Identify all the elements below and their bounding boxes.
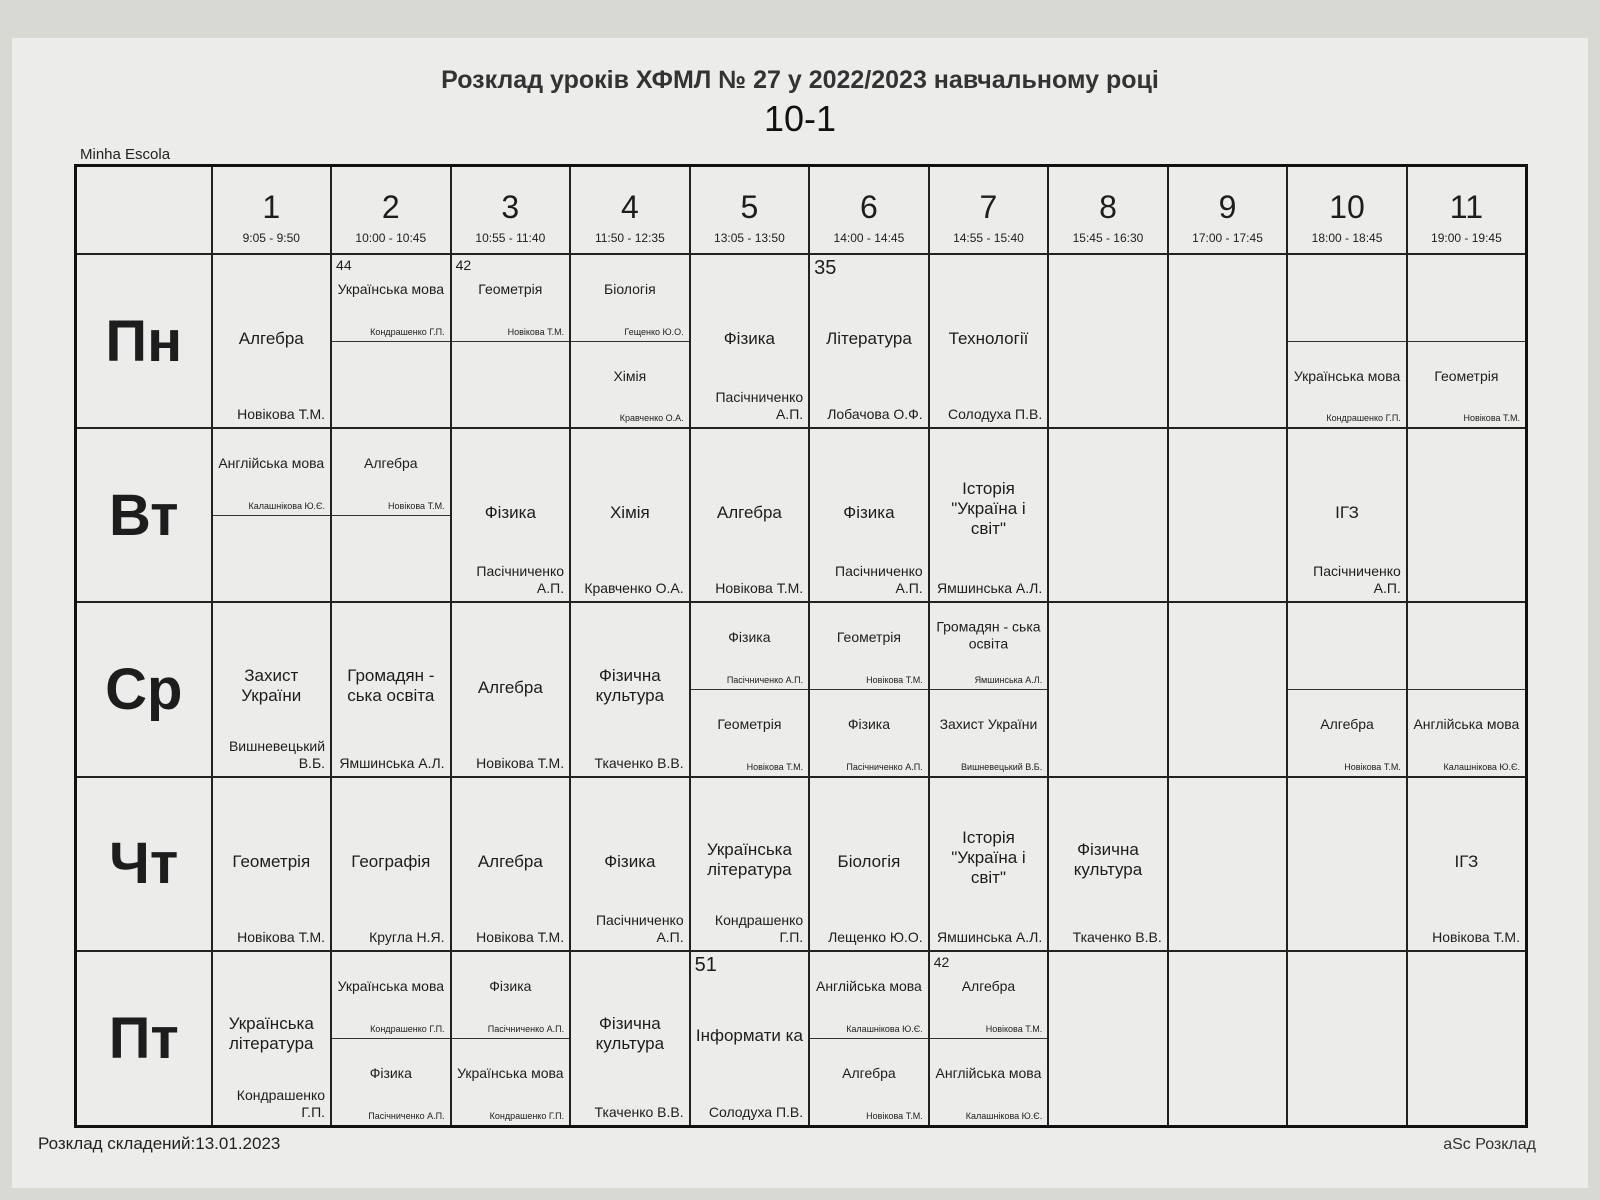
subject-name: Технології xyxy=(948,329,1029,349)
half-empty xyxy=(213,515,331,602)
half-lesson xyxy=(332,952,450,1038)
half-lesson xyxy=(930,603,1048,689)
period-time: 11:50 - 12:35 xyxy=(594,231,665,245)
lesson-cell xyxy=(570,602,690,776)
teacher-name: Кругла Н.Я. xyxy=(369,928,445,945)
split-lesson xyxy=(810,952,928,1125)
teacher-name: Солодуха П.В. xyxy=(947,406,1043,423)
full-lesson xyxy=(810,429,928,601)
subject-name: Історія "Україна і світ" xyxy=(951,827,1026,887)
period-header-2 xyxy=(331,166,451,255)
period-header-7 xyxy=(929,166,1049,255)
full-lesson xyxy=(213,255,331,427)
day-row xyxy=(76,428,1527,602)
period-number: 11 xyxy=(1449,189,1484,225)
subject-name: Захист України xyxy=(939,715,1038,732)
half-empty xyxy=(1408,603,1525,689)
half-lesson xyxy=(571,255,689,341)
subject-name: Українська мова xyxy=(457,1064,564,1081)
teacher-name: Ямшинська А.Л. xyxy=(936,928,1043,945)
full-lesson xyxy=(571,952,689,1125)
full-lesson xyxy=(691,952,809,1125)
half-lesson xyxy=(571,341,689,428)
period-time: 10:55 - 11:40 xyxy=(475,231,546,245)
subject-name: Алгебра xyxy=(364,454,418,471)
software-credit: aSc Розклад xyxy=(1443,1136,1536,1153)
teacher-name: Новікова Т.М. xyxy=(237,406,326,423)
teacher-name: Пасічниченко А.П. xyxy=(835,563,923,597)
lesson-cell xyxy=(331,777,451,951)
period-number: 4 xyxy=(620,189,639,225)
split-lesson xyxy=(930,603,1048,775)
subject-name: Українська література xyxy=(228,1014,314,1054)
lesson-cell xyxy=(331,602,451,776)
teacher-name: Кондрашенко Г.П. xyxy=(370,326,445,337)
subject-name: Фізика xyxy=(604,851,656,871)
room-number: 51 xyxy=(694,953,717,976)
teacher-name: Ткаченко В.В. xyxy=(594,754,684,771)
teacher-name: Пасічниченко А.П. xyxy=(1313,563,1401,597)
split-lesson xyxy=(1408,255,1525,427)
lesson-cell xyxy=(1287,602,1407,776)
full-lesson xyxy=(930,429,1048,601)
full-lesson xyxy=(1049,778,1167,950)
teacher-name: Калашнікова Ю.Є. xyxy=(846,1023,923,1034)
empty-cell xyxy=(1287,777,1407,951)
half-lesson xyxy=(452,952,570,1038)
day-label: Вт xyxy=(76,428,212,602)
subject-name: Українська мова xyxy=(1293,367,1401,384)
teacher-name: Ямшинська А.Л. xyxy=(339,754,445,771)
period-time: 19:00 - 19:45 xyxy=(1431,231,1502,245)
full-lesson xyxy=(691,778,809,950)
half-lesson xyxy=(930,689,1048,776)
full-lesson xyxy=(452,778,570,950)
period-number: 7 xyxy=(979,189,998,225)
period-number: 2 xyxy=(381,189,400,225)
teacher-name: Лобачова О.Ф. xyxy=(827,406,923,423)
split-lesson xyxy=(452,255,570,427)
teacher-name: Вишневецький В.Б. xyxy=(961,761,1043,772)
half-empty xyxy=(1408,255,1525,341)
empty-cell xyxy=(1168,777,1288,951)
day-row xyxy=(76,951,1527,1127)
lesson-cell xyxy=(570,951,690,1127)
full-lesson xyxy=(452,603,570,775)
period-time: 18:00 - 18:45 xyxy=(1311,231,1383,245)
period-time: 14:00 - 14:45 xyxy=(833,231,905,245)
teacher-name: Пасічниченко А.П. xyxy=(715,389,804,423)
lesson-cell xyxy=(451,951,571,1127)
teacher-name: Новікова Т.М. xyxy=(866,1111,923,1121)
half-lesson xyxy=(1408,341,1525,428)
period-number: 10 xyxy=(1329,189,1365,225)
subject-name: Хімія xyxy=(609,503,650,523)
subject-name: Фізика xyxy=(847,715,891,732)
timetable-sheet xyxy=(12,38,1588,1188)
lesson-cell xyxy=(451,777,571,951)
empty-cell xyxy=(1168,951,1288,1127)
teacher-name: Новікова Т.М. xyxy=(1344,761,1401,772)
room-number: 44 xyxy=(336,257,352,273)
period-time: 17:00 - 17:45 xyxy=(1192,231,1263,245)
period-time: 15:45 - 16:30 xyxy=(1072,231,1144,245)
half-lesson xyxy=(691,689,809,776)
full-lesson xyxy=(332,778,450,950)
lesson-cell xyxy=(212,602,332,776)
subject-name: Фізика xyxy=(723,329,776,349)
teacher-name: Пасічниченко А.П. xyxy=(846,761,923,772)
lesson-cell xyxy=(929,254,1049,428)
half-lesson xyxy=(213,429,331,515)
lesson-cell xyxy=(212,951,332,1127)
period-number: 9 xyxy=(1218,189,1237,225)
lesson-cell xyxy=(1407,777,1527,951)
lesson-cell xyxy=(570,428,690,602)
lesson-cell xyxy=(1407,254,1527,428)
lesson-cell xyxy=(331,951,451,1127)
subject-name: Громадян - ська освіта xyxy=(347,665,435,705)
subject-name: Географія xyxy=(351,851,431,871)
lesson-cell xyxy=(212,254,332,428)
teacher-name: Новікова Т.М. xyxy=(866,675,923,686)
period-number: 8 xyxy=(1099,189,1117,225)
lesson-cell xyxy=(1287,428,1407,602)
day-label: Чт xyxy=(76,777,212,951)
subject-name: Англійська мова xyxy=(1413,715,1520,732)
lesson-cell xyxy=(690,777,810,951)
lesson-cell xyxy=(451,602,571,776)
subject-name: Хімія xyxy=(613,367,647,384)
teacher-name: Ямшинська А.Л. xyxy=(974,675,1043,686)
teacher-name: Пасічниченко А.П. xyxy=(726,675,804,686)
full-lesson xyxy=(691,255,809,427)
subject-name: Українська література xyxy=(706,839,792,879)
empty-cell xyxy=(1168,254,1288,428)
period-number: 6 xyxy=(860,189,878,225)
subject-name: Фізика xyxy=(484,503,536,523)
teacher-name: Кондрашенко Г.П. xyxy=(714,911,804,945)
lesson-cell xyxy=(690,951,810,1127)
full-lesson xyxy=(452,429,570,601)
full-lesson xyxy=(930,255,1048,427)
room-number: 42 xyxy=(933,953,950,970)
period-header-6 xyxy=(809,166,929,255)
corner-cell xyxy=(76,166,212,255)
empty-cell xyxy=(1048,254,1168,428)
empty-cell xyxy=(1407,428,1527,602)
subject-name: Англійська мова xyxy=(935,1064,1042,1081)
half-lesson xyxy=(1288,341,1406,428)
teacher-name: Новікова Т.М. xyxy=(715,580,804,597)
full-lesson xyxy=(213,778,331,950)
compiled-date: Розклад складений:13.01.2023 xyxy=(38,1134,281,1153)
subject-name: Алгебра xyxy=(842,1064,896,1081)
teacher-name: Новікова Т.М. xyxy=(746,761,804,772)
period-number: 5 xyxy=(740,189,759,225)
period-header-3 xyxy=(451,166,571,255)
subject-name: Геометрія xyxy=(717,715,782,732)
day-row xyxy=(76,777,1527,951)
day-label: Пн xyxy=(76,254,212,428)
empty-cell xyxy=(1048,602,1168,776)
period-header-1 xyxy=(212,166,332,255)
teacher-name: Пасічниченко А.П. xyxy=(476,563,565,597)
period-time: 14:55 - 15:40 xyxy=(953,231,1024,245)
split-lesson xyxy=(332,255,450,427)
split-lesson xyxy=(332,429,450,601)
lesson-cell xyxy=(690,254,810,428)
subject-name: Українська мова xyxy=(337,977,445,994)
empty-cell xyxy=(1048,428,1168,602)
full-lesson xyxy=(810,255,928,427)
lesson-cell xyxy=(1287,254,1407,428)
half-empty xyxy=(332,341,450,428)
teacher-name: Кондрашенко Г.П. xyxy=(489,1111,565,1121)
lesson-cell xyxy=(1407,602,1527,776)
half-lesson xyxy=(930,952,1048,1038)
lesson-cell xyxy=(929,951,1049,1127)
half-lesson xyxy=(810,952,928,1038)
period-time: 10:00 - 10:45 xyxy=(355,231,427,245)
teacher-name: Кондрашенко Г.П. xyxy=(236,1087,326,1120)
empty-cell xyxy=(1048,951,1168,1127)
subject-name: Фізика xyxy=(489,977,532,994)
subject-name: Алгебра xyxy=(961,977,1016,994)
subject-name: Українська мова xyxy=(337,280,445,297)
subject-name: Алгебра xyxy=(477,851,543,871)
timetable-grid xyxy=(74,164,1528,1128)
subject-name: Фізика xyxy=(369,1064,412,1081)
half-lesson xyxy=(452,255,570,341)
half-lesson xyxy=(452,1038,570,1125)
period-time: 13:05 - 13:50 xyxy=(714,231,785,245)
period-header-row xyxy=(76,166,1527,255)
period-header-10 xyxy=(1287,166,1407,255)
teacher-name: Новікова Т.М. xyxy=(476,754,565,771)
teacher-name: Новікова Т.М. xyxy=(476,928,565,945)
day-row xyxy=(76,254,1527,428)
teacher-name: Калашнікова Ю.Є. xyxy=(1443,761,1520,772)
half-empty xyxy=(452,341,570,428)
teacher-name: Новікова Т.М. xyxy=(237,928,326,945)
half-lesson xyxy=(810,689,928,776)
teacher-name: Лещенко Ю.О. xyxy=(828,928,923,945)
half-lesson xyxy=(930,1038,1048,1125)
full-lesson xyxy=(213,952,331,1125)
lesson-cell xyxy=(809,777,929,951)
split-lesson xyxy=(1408,603,1525,775)
lesson-cell xyxy=(809,951,929,1127)
lesson-cell xyxy=(451,254,571,428)
empty-cell xyxy=(1168,602,1288,776)
subject-name: Алгебра xyxy=(1320,715,1374,732)
subject-name: Фізика xyxy=(843,503,895,523)
subject-name: Геометрія xyxy=(1434,367,1499,384)
half-lesson xyxy=(1288,689,1406,776)
period-header-5 xyxy=(690,166,810,255)
split-lesson xyxy=(213,429,331,601)
teacher-name: Ткаченко В.В. xyxy=(1072,928,1162,945)
subject-name: Інформати ка xyxy=(695,1026,803,1046)
lesson-cell xyxy=(690,602,810,776)
full-lesson xyxy=(691,429,809,601)
teacher-name: Гещенко Ю.О. xyxy=(624,326,684,337)
lesson-cell xyxy=(331,428,451,602)
half-empty xyxy=(332,515,450,602)
lesson-cell xyxy=(929,428,1049,602)
period-number: 1 xyxy=(262,189,281,225)
full-lesson xyxy=(1288,429,1406,601)
teacher-name: Новікова Т.М. xyxy=(1432,928,1520,945)
subject-name: Фізична культура xyxy=(1073,839,1143,879)
period-header-9 xyxy=(1168,166,1288,255)
lesson-cell xyxy=(570,254,690,428)
teacher-name: Ткаченко В.В. xyxy=(594,1104,684,1120)
half-empty xyxy=(1288,603,1406,689)
full-lesson xyxy=(571,778,689,950)
lesson-cell xyxy=(929,602,1049,776)
split-lesson xyxy=(930,952,1048,1125)
subject-name: Фізична культура xyxy=(595,665,665,705)
subject-name: ІГЗ xyxy=(1454,851,1479,871)
teacher-name: Кравченко О.А. xyxy=(619,413,684,424)
lesson-cell xyxy=(212,428,332,602)
subject-name: Захист України xyxy=(241,665,302,705)
lesson-cell xyxy=(690,428,810,602)
split-lesson xyxy=(1288,603,1406,775)
half-lesson xyxy=(691,603,809,689)
subject-name: Література xyxy=(826,329,912,349)
full-lesson xyxy=(810,778,928,950)
full-lesson xyxy=(213,603,331,775)
split-lesson xyxy=(1288,255,1406,427)
full-lesson xyxy=(571,603,689,775)
page-title: Розклад уроків ХФМЛ № 27 у 2022/2023 навчальному році xyxy=(441,66,1159,94)
subject-name: Геометрія xyxy=(478,280,543,297)
lesson-cell xyxy=(809,602,929,776)
day-row xyxy=(76,602,1527,776)
subject-name: Англійська мова xyxy=(815,977,922,994)
teacher-name: Кондрашенко Г.П. xyxy=(370,1023,445,1034)
teacher-name: Кондрашенко Г.П. xyxy=(1326,413,1401,424)
split-lesson xyxy=(810,603,928,775)
period-number: 3 xyxy=(501,189,520,225)
subject-name: Англійська мова xyxy=(218,454,325,471)
school-name: Minha Escola xyxy=(80,146,171,163)
day-label: Пт xyxy=(76,951,212,1127)
period-header-11 xyxy=(1407,166,1527,255)
lesson-cell xyxy=(809,428,929,602)
lesson-cell xyxy=(451,428,571,602)
subject-name: Громадян - ська освіта xyxy=(936,619,1041,653)
teacher-name: Новікова Т.М. xyxy=(388,500,445,511)
half-lesson xyxy=(810,603,928,689)
class-name: 10-1 xyxy=(763,98,837,139)
lesson-cell xyxy=(212,777,332,951)
subject-name: Геометрія xyxy=(836,629,901,646)
half-lesson xyxy=(810,1038,928,1125)
teacher-name: Вишневецький В.Б. xyxy=(228,737,326,771)
half-lesson xyxy=(332,429,450,515)
half-lesson xyxy=(332,255,450,341)
empty-cell xyxy=(1287,951,1407,1127)
subject-name: Алгебра xyxy=(238,329,304,349)
teacher-name: Кравченко О.А. xyxy=(584,580,684,597)
teacher-name: Новікова Т.М. xyxy=(507,326,565,337)
subject-name: Історія "Україна і світ" xyxy=(951,479,1026,539)
half-lesson xyxy=(332,1038,450,1125)
lesson-cell xyxy=(809,254,929,428)
teacher-name: Калашнікова Ю.Є. xyxy=(965,1111,1043,1121)
teacher-name: Солодуха П.В. xyxy=(708,1104,804,1120)
teacher-name: Пасічниченко А.П. xyxy=(487,1023,565,1034)
subject-name: Алгебра xyxy=(477,677,543,697)
subject-name: Біологія xyxy=(837,851,901,871)
period-header-8 xyxy=(1048,166,1168,255)
lesson-cell xyxy=(331,254,451,428)
teacher-name: Пасічниченко А.П. xyxy=(368,1111,445,1121)
empty-cell xyxy=(1168,428,1288,602)
teacher-name: Пасічниченко А.П. xyxy=(595,911,684,945)
half-lesson xyxy=(1408,689,1525,776)
teacher-name: Калашнікова Ю.Є. xyxy=(248,500,326,511)
teacher-name: Новікова Т.М. xyxy=(1463,413,1520,424)
subject-name: Алгебра xyxy=(716,503,782,523)
lesson-cell xyxy=(1048,777,1168,951)
split-lesson xyxy=(452,952,570,1125)
room-number: 35 xyxy=(814,257,837,279)
period-time: 9:05 - 9:50 xyxy=(242,231,300,245)
full-lesson xyxy=(1408,778,1525,950)
split-lesson xyxy=(332,952,450,1125)
period-header-4 xyxy=(570,166,690,255)
full-lesson xyxy=(930,778,1048,950)
subject-name: ІГЗ xyxy=(1335,503,1359,523)
teacher-name: Ямшинська А.Л. xyxy=(936,580,1043,597)
subject-name: Геометрія xyxy=(232,851,311,871)
half-empty xyxy=(1288,255,1406,341)
split-lesson xyxy=(571,255,689,427)
subject-name: Фізика xyxy=(728,629,771,646)
lesson-cell xyxy=(570,777,690,951)
lesson-cell xyxy=(929,777,1049,951)
subject-name: Біологія xyxy=(604,280,656,297)
full-lesson xyxy=(332,603,450,775)
split-lesson xyxy=(691,603,809,775)
empty-cell xyxy=(1407,951,1527,1127)
room-number: 42 xyxy=(455,257,472,273)
teacher-name: Новікова Т.М. xyxy=(985,1023,1043,1034)
full-lesson xyxy=(571,429,689,601)
subject-name: Фізична культура xyxy=(595,1014,665,1054)
day-label: Ср xyxy=(76,602,212,776)
